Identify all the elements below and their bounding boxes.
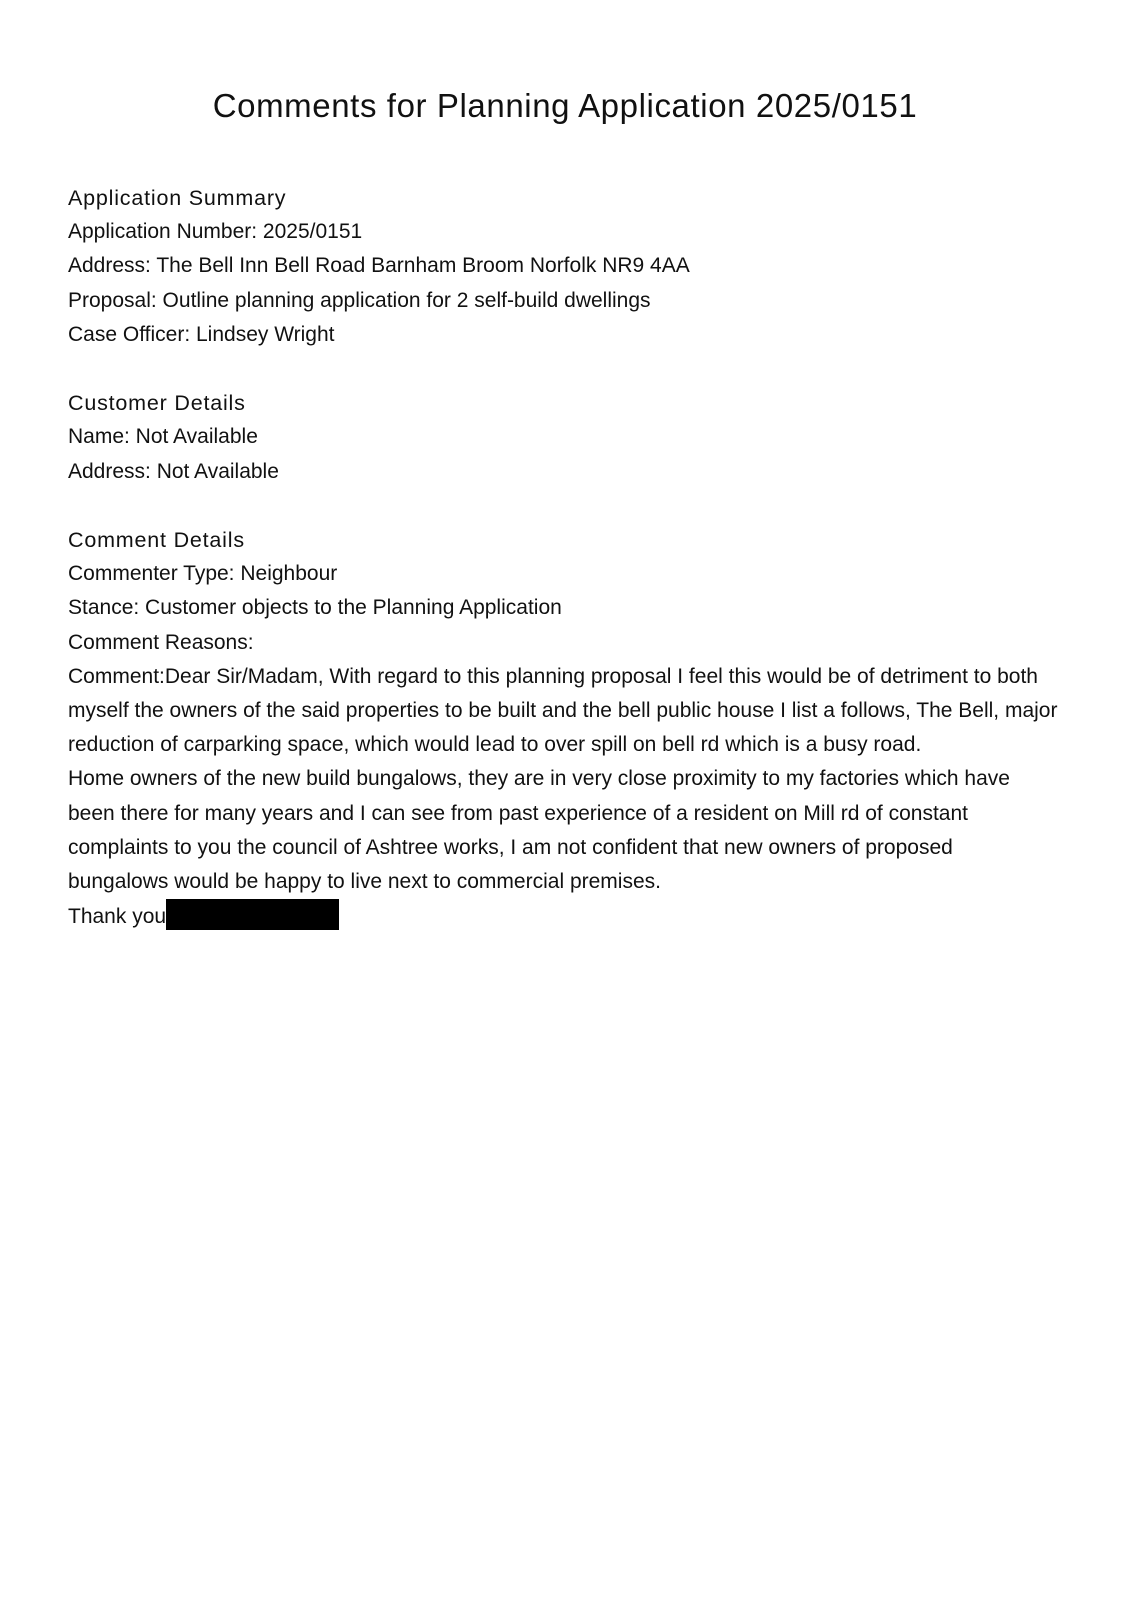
redaction-block — [166, 899, 339, 930]
comment-reasons: Comment Reasons: — [68, 630, 254, 654]
comment-paragraph-2: Home owners of the new build bungalows, they are in very close proximity to my factories which have been there for many years and I can see from past experience of a resident on Mill rd of constant complaints to you the council of Ashtree works, I am not confident that new owners of proposed bungalows would be happy to live next to commercial premises. — [68, 767, 1010, 894]
comment-details-heading: Comment Details — [68, 528, 245, 552]
customer-name: Name: Not Available — [68, 425, 258, 449]
section-spacer — [68, 489, 1068, 523]
signoff-text: Thank you — [68, 905, 167, 929]
application-summary-heading: Application Summary — [68, 186, 287, 210]
application-summary-section — [68, 181, 1068, 352]
customer-details-section — [68, 386, 1068, 489]
application-proposal: Proposal: Outline planning application for 2 self-build dwellings — [68, 288, 651, 312]
commenter-type: Commenter Type: Neighbour — [68, 562, 338, 586]
document-content — [68, 181, 1068, 934]
page-title: Comments for Planning Application 2025/0151 — [212, 87, 918, 124]
application-address: Address: The Bell Inn Bell Road Barnham Broom Norfolk NR9 4AA — [68, 254, 690, 278]
comment-stance: Stance: Customer objects to the Planning Application — [68, 596, 562, 620]
comment-details-section — [68, 523, 1068, 934]
case-officer: Case Officer: Lindsey Wright — [68, 322, 335, 346]
application-number: Application Number: 2025/0151 — [68, 220, 363, 244]
customer-details-heading: Customer Details — [68, 391, 246, 416]
customer-address: Address: Not Available — [68, 459, 279, 483]
comment-signoff — [68, 899, 1068, 934]
section-spacer — [68, 352, 1068, 386]
comment-paragraph-1: Comment:Dear Sir/Madam, With regard to this planning proposal I feel this would be of detriment to both myself the owners of the said properties to be built and the bell public house I list a follows, The Bell, major reduction of carparking space, which would lead to over spill on bell rd which is a busy road. — [68, 664, 1058, 757]
